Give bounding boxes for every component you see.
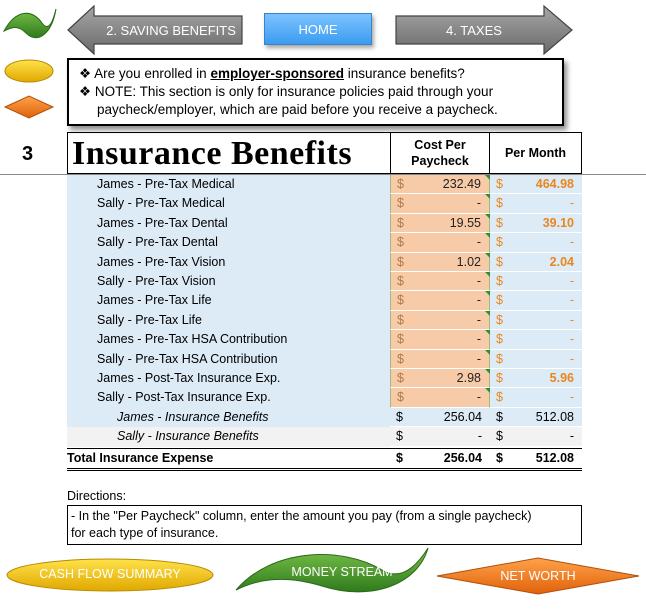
total-row xyxy=(67,449,582,468)
table-row xyxy=(67,194,582,213)
yellow-oval-icon xyxy=(3,58,55,84)
per-month-value: $ - xyxy=(490,311,582,330)
table-row xyxy=(67,272,582,291)
cost-per-paycheck-input[interactable]: $ - xyxy=(390,350,490,369)
row-label: Sally - Post-Tax Insurance Exp. xyxy=(97,390,271,405)
cost-per-paycheck-input[interactable]: $ - xyxy=(390,330,490,349)
row-label: James - Pre-Tax Vision xyxy=(97,254,226,269)
per-month-value: $ - xyxy=(490,194,582,213)
subtotal-paycheck: $ 256.04 xyxy=(390,408,490,427)
table-row xyxy=(67,253,582,272)
table-row xyxy=(67,350,582,369)
row-label: James - Pre-Tax Dental xyxy=(97,215,228,230)
net-worth-label[interactable]: NET WORTH xyxy=(500,569,576,583)
cost-per-paycheck-input[interactable]: $ - xyxy=(390,311,490,330)
per-month-value: $ - xyxy=(490,330,582,349)
cost-per-paycheck-input[interactable]: $ 1.02 xyxy=(390,253,490,272)
table-row xyxy=(67,311,582,330)
row-label: James - Pre-Tax HSA Contribution xyxy=(97,332,288,347)
row-label: Sally - Pre-Tax Life xyxy=(97,312,202,327)
cost-per-paycheck-header: Cost Per Paycheck xyxy=(390,132,490,174)
subtotal-row xyxy=(67,427,582,446)
row-label: Sally - Pre-Tax Vision xyxy=(97,274,216,288)
total-label: Total Insurance Expense xyxy=(67,450,214,465)
table-row xyxy=(67,330,582,349)
per-month-value: $ - xyxy=(490,272,582,291)
total-bottom-border xyxy=(67,468,582,471)
cost-per-paycheck-input[interactable]: $ 2.98 xyxy=(390,369,490,388)
money-stream-label[interactable]: MONEY STREAM xyxy=(291,565,393,579)
subtotal-paycheck: $ - xyxy=(390,427,490,446)
cost-per-paycheck-input[interactable]: $ - xyxy=(390,291,490,310)
per-month-value: $ 464.98 xyxy=(490,175,582,194)
row-label: Sally - Pre-Tax HSA Contribution xyxy=(97,351,278,366)
row-label: Sally - Pre-Tax Dental xyxy=(97,235,218,250)
notice-line-3: paycheck/employer, which are paid before you receive a paycheck. xyxy=(97,102,498,117)
notice-line-1: ❖ Are you enrolled in employer-sponsored insurance benefits? xyxy=(79,66,465,81)
per-month-value: $ 5.96 xyxy=(490,369,582,388)
table-row xyxy=(67,291,582,310)
cost-per-paycheck-input[interactable]: $ - xyxy=(390,233,490,252)
row-label: Sally - Pre-Tax Medical xyxy=(97,196,225,211)
row-label: James - Post-Tax Insurance Exp. xyxy=(97,371,281,385)
directions-title: Directions: xyxy=(67,489,127,503)
cash-flow-summary-label[interactable]: CASH FLOW SUMMARY xyxy=(39,567,181,581)
row-label: James - Pre-Tax Medical xyxy=(97,177,235,191)
prev-arrow-label[interactable]: 2. SAVING BENEFITS xyxy=(106,23,236,38)
table-row xyxy=(67,388,582,407)
bullet-icon: ❖ xyxy=(79,84,92,99)
next-arrow-label[interactable]: 4. TAXES xyxy=(446,23,502,38)
per-month-value: $ 39.10 xyxy=(490,214,582,233)
subtotal-label: Sally - Insurance Benefits xyxy=(117,429,259,444)
table-row xyxy=(67,369,582,388)
directions-box: - In the "Per Paycheck" column, enter the amount you pay (from a single paycheck) for each type of insurance. xyxy=(67,505,582,545)
total-paycheck: $ 256.04 xyxy=(390,449,490,468)
subtotal-month: $ - xyxy=(490,427,582,446)
per-month-value: $ - xyxy=(490,291,582,310)
table-row xyxy=(67,214,582,233)
orange-diamond-icon xyxy=(3,94,55,120)
table-row xyxy=(67,175,582,194)
per-month-value: $ 2.04 xyxy=(490,253,582,272)
per-month-value: $ - xyxy=(490,350,582,369)
row-label: James - Pre-Tax Life xyxy=(97,293,212,308)
cost-per-paycheck-input[interactable]: $ - xyxy=(390,194,490,213)
subtotal-label: James - Insurance Benefits xyxy=(117,409,269,424)
per-month-value: $ - xyxy=(490,388,582,407)
bullet-icon: ❖ xyxy=(79,66,92,81)
home-button[interactable]: HOME xyxy=(264,13,372,45)
cost-per-paycheck-input[interactable]: $ 232.49 xyxy=(390,175,490,194)
subtotal-row xyxy=(67,408,582,427)
notice-box xyxy=(67,58,564,126)
per-month-header: Per Month xyxy=(490,132,582,174)
cost-per-paycheck-input[interactable]: $ - xyxy=(390,388,490,407)
subtotal-month: $ 512.08 xyxy=(490,408,582,427)
notice-line-2: ❖ NOTE: This section is only for insurance policies paid through your xyxy=(79,84,494,99)
cost-per-paycheck-input[interactable]: $ - xyxy=(390,272,490,291)
cost-per-paycheck-input[interactable]: $ 19.55 xyxy=(390,214,490,233)
total-month: $ 512.08 xyxy=(490,449,582,468)
employer-sponsored-emphasis: employer-sponsored xyxy=(210,66,344,81)
green-leaf-icon xyxy=(2,5,58,45)
table-row xyxy=(67,233,582,252)
page-title: Insurance Benefits xyxy=(67,132,390,174)
per-month-value: $ - xyxy=(490,233,582,252)
section-number: 3 xyxy=(22,143,34,165)
